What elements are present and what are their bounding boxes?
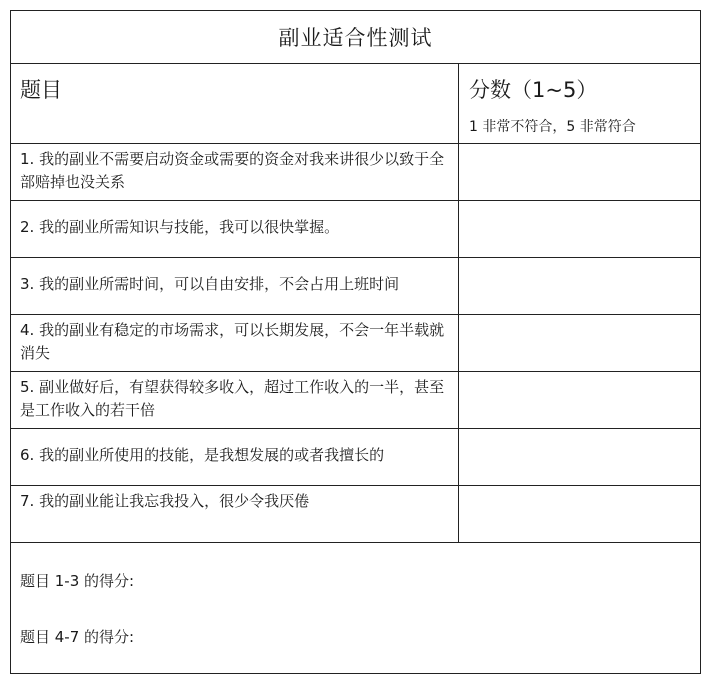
question-text: 4. 我的副业有稳定的市场需求，可以长期发展，不会一年半载就消失 (11, 315, 459, 371)
score-cell[interactable] (459, 201, 700, 257)
question-row-5 (11, 372, 700, 429)
question-column-header: 题目 (11, 64, 459, 143)
question-text: 1. 我的副业不需要启动资金或需要的资金对我来讲很少以致于全部赔掉也没关系 (11, 144, 459, 200)
score-cell[interactable] (459, 486, 700, 542)
score-scale-note: 1 非常不符合，5 非常符合 (469, 119, 636, 135)
score-cell[interactable] (459, 429, 700, 485)
score-cell[interactable] (459, 372, 700, 428)
score-cell[interactable] (459, 315, 700, 371)
question-text: 5. 副业做好后，有望获得较多收入，超过工作收入的一半，甚至是工作收入的若干倍 (11, 372, 459, 428)
score-summary (11, 544, 700, 674)
question-row-1 (11, 144, 700, 201)
question-row-7 (11, 486, 700, 543)
question-text: 6. 我的副业所使用的技能，是我想发展的或者我擅长的 (11, 429, 459, 485)
header-row (11, 64, 700, 144)
score-column-header (459, 64, 700, 143)
score-4-7-label: 题目 4-7 的得分: (20, 628, 135, 646)
score-1-3-label: 题目 1-3 的得分: (20, 572, 135, 590)
question-row-4 (11, 315, 700, 372)
question-row-6 (11, 429, 700, 486)
score-column-title: 分数（1~5） (469, 78, 598, 102)
score-cell[interactable] (459, 144, 700, 200)
question-text: 3. 我的副业所需时间，可以自由安排，不会占用上班时间 (11, 258, 459, 314)
score-cell[interactable] (459, 258, 700, 314)
question-grid (11, 64, 700, 543)
question-row-2 (11, 201, 700, 258)
question-text: 2. 我的副业所需知识与技能，我可以很快掌握。 (11, 201, 459, 257)
question-row-3 (11, 258, 700, 315)
table-title: 副业适合性测试 (11, 11, 700, 64)
test-table (10, 10, 701, 674)
question-text: 7. 我的副业能让我忘我投入，很少令我厌倦 (11, 486, 459, 542)
